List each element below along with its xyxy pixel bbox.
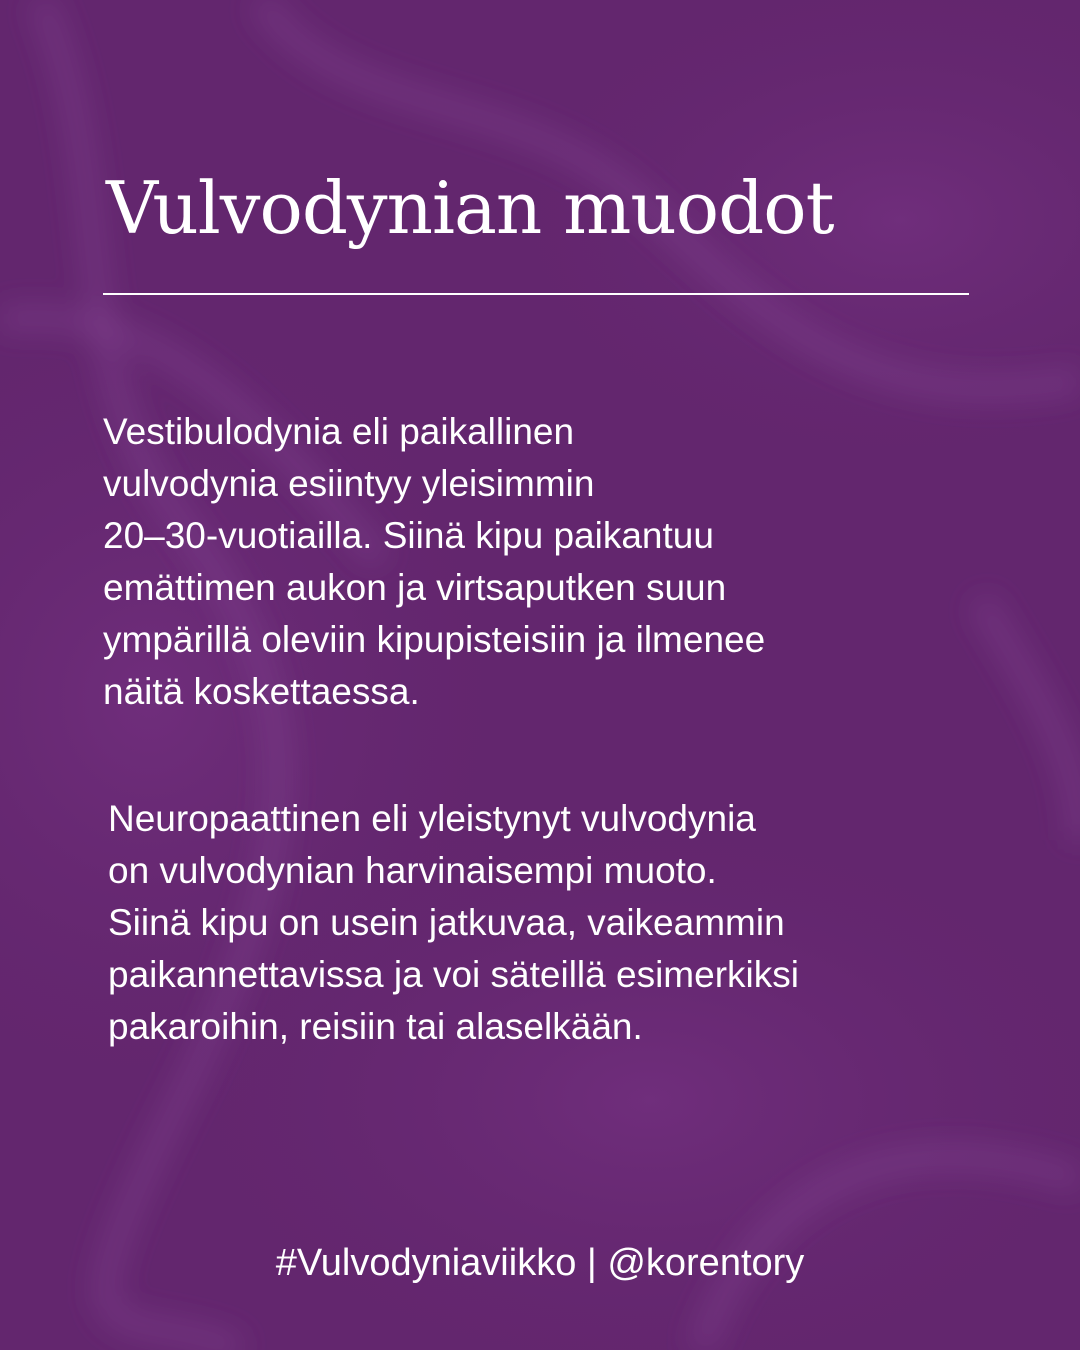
text-line: emättimen aukon ja virtsaputken suun: [103, 567, 727, 608]
paragraph-vestibulodynia: [103, 406, 765, 718]
text-line: vulvodynia esiintyy yleisimmin: [103, 463, 595, 504]
text-line: Vestibulodynia eli paikallinen: [103, 411, 575, 452]
text-line: paikannettavissa ja voi säteillä esimerkiksi: [108, 954, 799, 995]
text-line: pakaroihin, reisiin tai alaselkään.: [108, 1006, 643, 1047]
text-line: ympärillä oleviin kipupisteisiin ja ilmenee: [103, 619, 766, 660]
text-line: Neuropaattinen eli yleistynyt vulvodynia: [108, 798, 756, 839]
text-line: 20–30-vuotiailla. Siinä kipu paikantuu: [103, 515, 714, 556]
title-divider: [103, 293, 969, 295]
text-line: näitä koskettaessa.: [103, 671, 420, 712]
paragraph-neuropathic: [108, 793, 799, 1053]
text-line: on vulvodynian harvinaisempi muoto.: [108, 850, 717, 891]
footer-text: #Vulvodyniaviikko | @korentory: [275, 1242, 805, 1284]
footer-hashtag-handle: [0, 1238, 1080, 1288]
page-title: Vulvodynian muodot: [106, 166, 834, 250]
text-line: Siinä kipu on usein jatkuvaa, vaikeammin: [108, 902, 785, 943]
